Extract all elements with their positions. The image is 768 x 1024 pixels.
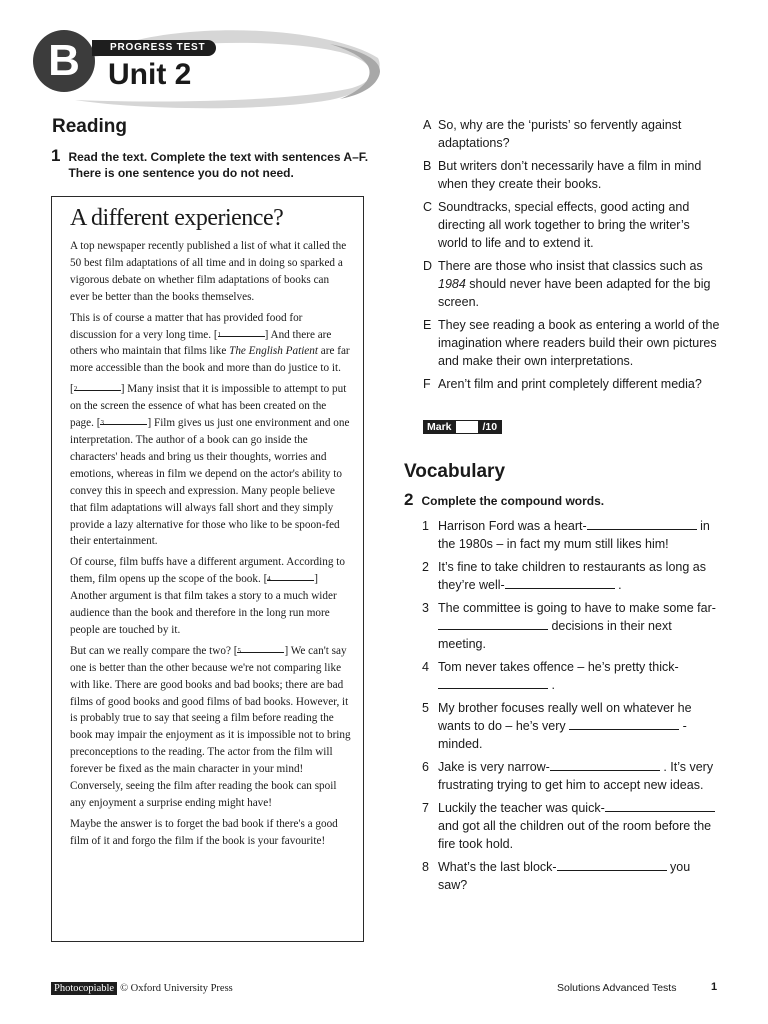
answer-gap-2[interactable]: 2 xyxy=(74,381,121,391)
page-header xyxy=(0,0,768,112)
series-title: Solutions Advanced Tests xyxy=(557,982,677,994)
answer-blank[interactable] xyxy=(605,800,715,812)
unit-title: Unit 2 xyxy=(108,58,192,91)
task-number: 1 xyxy=(51,146,61,165)
answer-blank[interactable] xyxy=(505,577,615,589)
answer-gap-5[interactable]: 5 xyxy=(237,643,284,653)
vocab-item: 2 It’s fine to take children to restaurants as long as they’re well- . xyxy=(422,560,706,592)
article-title: A different experience? xyxy=(70,205,284,231)
footer-copyright xyxy=(51,982,233,995)
answer-gap-1[interactable]: 1 xyxy=(218,327,265,337)
sentence-options xyxy=(423,116,723,398)
answer-blank[interactable] xyxy=(438,618,548,630)
article-paragraph: [$^2$ ] Many insist that it is impossible to attempt to put on the screen the essence of what has been created on the page. [$^3$ ] Film gives us just one environment and one interpretation. The author of a book can go inside the characters' heads and bring us their thoughts, worries and emotions, whereas in film we depend on the actor's ability to convey this in speech and expression. Many people believe that film adaptations will always fall short and they simply provide a lazy alternative for those who like to be spoon-fed their entertainment. xyxy=(70,383,350,548)
vocab-item: 7 Luckily the teacher was quick- and got all the children out of the room before the fire took hold. xyxy=(422,799,722,853)
option-item: E They see reading a book as entering a world of the imagination where readers build their own pictures and make their own interpretations. xyxy=(423,318,720,368)
article-paragraph: But can we really compare the two? [$^5$ ] We can't say one is better than the other because we're not comparing like with like. There are good books and bad books; there are bad films of good books and good films of bad books. However, it is probably true to say that seeing a film before reading the book may impair the enjoyment as it is impossible not to bring preconceptions to the reading. The actor from the film will forever be fixed as the main character in your mind! Conversely, seeing the film after reading the book can spoil any enjoyment a surprise ending might have! xyxy=(70,644,351,809)
reading-task xyxy=(51,147,371,181)
task-instruction: Complete the compound words. xyxy=(421,494,605,508)
answer-gap-3[interactable]: 3 xyxy=(100,415,147,425)
option-item: A So, why are the ‘purists’ so fervently against adaptations? xyxy=(423,118,682,150)
mark-label: Mark xyxy=(423,420,456,434)
article-box xyxy=(51,196,364,942)
answer-blank[interactable] xyxy=(438,677,548,689)
vocab-item: 1 Harrison Ford was a heart- in the 1980s – in fact my mum still likes him! xyxy=(422,519,710,551)
vocab-item: 4 Tom never takes offence – he’s pretty thick- . xyxy=(422,660,679,692)
test-letter-badge: B xyxy=(33,30,95,92)
vocabulary-task xyxy=(404,491,734,509)
mark-total: /10 xyxy=(478,420,503,434)
vocab-item: 6 Jake is very narrow- . It’s very frustrating trying to get him to accept new ideas. xyxy=(422,760,714,792)
vocabulary-list xyxy=(422,517,722,899)
option-item: D There are those who insist that classics such as 1984 should never have been adapted for the big screen. xyxy=(423,259,711,309)
mark-box xyxy=(423,420,502,434)
reading-heading: Reading xyxy=(52,116,127,137)
option-item: B But writers don’t necessarily have a film in mind when they create their books. xyxy=(423,159,702,191)
vocab-item: 3 The committee is going to have to make some far- decisions in their next meeting. xyxy=(422,601,716,651)
answer-blank[interactable] xyxy=(557,859,667,871)
option-item: C Soundtracks, special effects, good acting and directing all work together to bring the writer’s world to life and to extend it. xyxy=(423,200,690,250)
vocabulary-heading: Vocabulary xyxy=(404,461,506,482)
page-number: 1 xyxy=(711,981,718,993)
option-item: F Aren’t film and print completely different media? xyxy=(423,377,702,391)
answer-gap-4[interactable]: 4 xyxy=(267,571,314,581)
task-instruction: Read the text. Complete the text with sentences A–F. There is one sentence you do not need. xyxy=(68,150,369,180)
answer-blank[interactable] xyxy=(569,718,679,730)
vocab-item: 8 What’s the last block- you saw? xyxy=(422,860,691,892)
article-paragraph: Maybe the answer is to forget the bad book if there's a good film of it and forgo the film if the book is your favourite! xyxy=(70,817,338,847)
article-paragraph: This is of course a matter that has provided food for discussion for a very long time. [$^1$ ] And there are others who maintain that films like The English Patient are far more accessible than the book and more than do justice to it. xyxy=(70,311,350,375)
progress-test-label: PROGRESS TEST xyxy=(92,40,216,56)
article-paragraph: Of course, film buffs have a different argument. According to them, film opens up the scope of the book. [$^4$ ] Another argument is that film takes a story to a much wider audience than the book and therefore in the long run more people are touched by it. xyxy=(70,556,345,636)
photocopiable-label: Photocopiable xyxy=(51,982,117,995)
mark-score-field[interactable] xyxy=(456,420,478,434)
answer-blank[interactable] xyxy=(550,759,660,771)
answer-blank[interactable] xyxy=(587,518,697,530)
task-number: 2 xyxy=(404,490,414,509)
vocab-item: 5 My brother focuses really well on whatever he wants to do – he’s very -minded. xyxy=(422,701,692,751)
article-paragraph: A top newspaper recently published a list of what it called the 50 best film adaptations of all time and in doing so sparked a vigorous debate on whether film adaptations of books can ever be better than the books themselves. xyxy=(70,240,347,303)
publisher-text: © Oxford University Press xyxy=(120,983,233,994)
